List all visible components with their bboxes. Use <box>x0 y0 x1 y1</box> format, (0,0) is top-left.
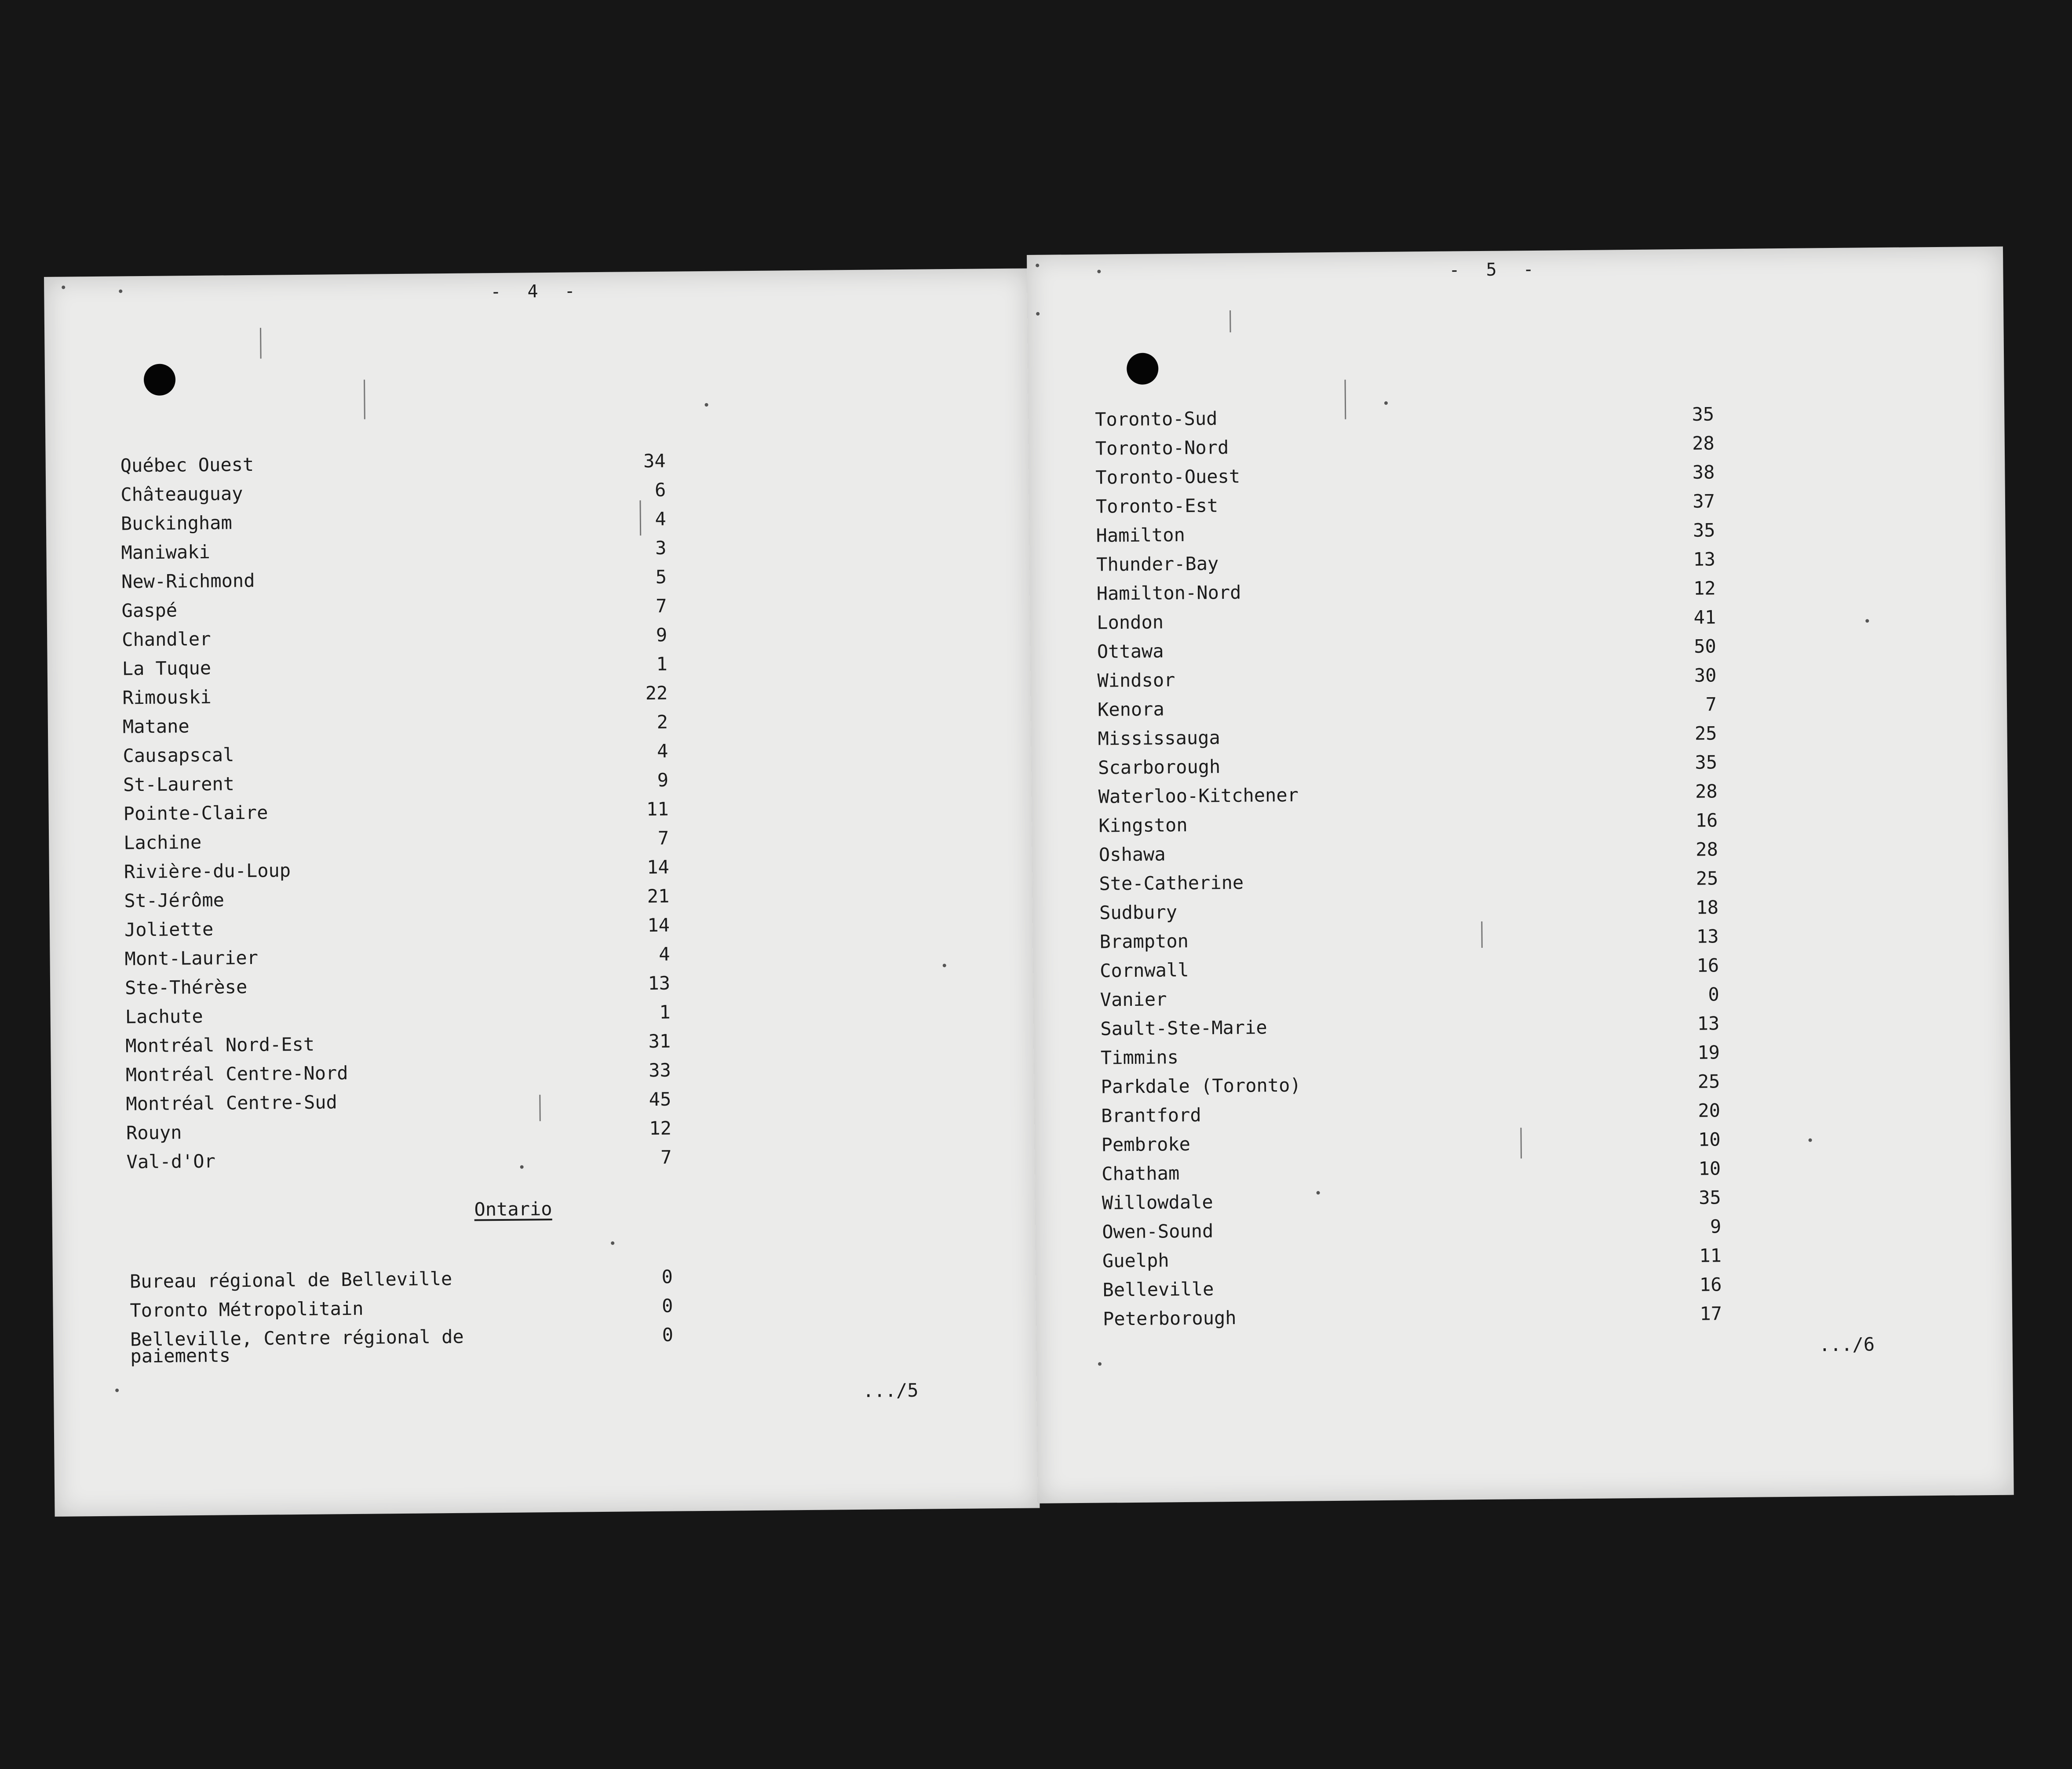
office-name: Rouyn <box>126 1121 182 1144</box>
office-count: 16 <box>1696 954 1719 976</box>
office-count: 12 <box>649 1117 672 1139</box>
office-count: 35 <box>1695 751 1718 773</box>
office-count: 3 <box>655 537 667 559</box>
office-name: Bureau régional de Belleville <box>129 1267 452 1292</box>
office-name: London <box>1097 611 1164 633</box>
office-count: 45 <box>649 1088 671 1110</box>
office-count: 5 <box>655 566 667 588</box>
office-count: 11 <box>646 798 669 820</box>
office-name: Maniwaki <box>121 541 210 564</box>
office-name: Ste-Catherine <box>1099 871 1244 895</box>
office-name: St-Laurent <box>123 773 235 796</box>
office-name: Buckingham <box>120 512 232 535</box>
office-name: Willowdale <box>1102 1191 1213 1214</box>
office-count: 13 <box>648 972 671 994</box>
office-name: Hamilton-Nord <box>1096 581 1241 604</box>
office-count: 13 <box>1693 548 1716 570</box>
document-page-5 <box>1027 247 2014 1503</box>
office-name: Rimouski <box>122 686 212 709</box>
office-name: Waterloo-Kitchener <box>1098 784 1299 808</box>
office-count: 11 <box>1699 1245 1722 1267</box>
office-count: 25 <box>1696 867 1718 889</box>
office-count: 2 <box>657 711 668 733</box>
office-count: 7 <box>657 827 669 849</box>
office-count: 28 <box>1692 432 1715 454</box>
office-name: Rivière-du-Loup <box>124 859 291 883</box>
office-count: 38 <box>1692 461 1715 483</box>
office-name: Ste-Thérèse <box>124 976 248 999</box>
office-count: 0 <box>661 1266 673 1288</box>
office-count: 22 <box>645 682 668 704</box>
scan-speck <box>62 286 65 289</box>
office-count: 25 <box>1697 1070 1720 1092</box>
office-count: 10 <box>1698 1157 1721 1179</box>
office-name: New-Richmond <box>121 569 255 593</box>
office-name: Val-d'Or <box>126 1150 216 1173</box>
office-name: Montréal Centre-Sud <box>126 1091 338 1115</box>
office-name: Belleville, Centre régional de paiements <box>130 1325 464 1367</box>
office-name: Toronto-Ouest <box>1095 465 1240 488</box>
office-count: 7 <box>1705 693 1717 715</box>
office-list-ontario <box>1027 247 2003 1330</box>
office-count: 9 <box>657 769 669 791</box>
list-item <box>53 1294 1038 1321</box>
continuation-marker: .../5 <box>862 1379 919 1401</box>
office-count: 19 <box>1697 1041 1720 1063</box>
office-count: 16 <box>1699 1274 1722 1296</box>
office-count: 37 <box>1693 490 1715 512</box>
office-count: 28 <box>1696 838 1718 860</box>
scan-speck <box>1098 1362 1102 1366</box>
office-name: Lachute <box>125 1005 203 1028</box>
office-count: 30 <box>1694 664 1717 686</box>
office-name: Lachine <box>124 831 202 854</box>
office-name: Ottawa <box>1097 640 1164 662</box>
office-name: Causapscal <box>123 744 234 767</box>
document-page-4 <box>44 268 1040 1516</box>
scan-speck <box>115 1389 119 1392</box>
office-count: 25 <box>1694 722 1717 744</box>
continuation-marker: .../6 <box>1819 1333 1875 1356</box>
office-name: Peterborough <box>1102 1307 1237 1330</box>
office-count: 31 <box>648 1030 671 1052</box>
office-name: Toronto-Sud <box>1095 408 1218 430</box>
office-count: 6 <box>654 479 666 501</box>
office-count: 4 <box>658 943 670 965</box>
office-count: 16 <box>1695 809 1718 831</box>
scan-speck <box>1036 312 1040 316</box>
office-count: 7 <box>660 1146 672 1168</box>
office-name: Mississauga <box>1098 727 1220 750</box>
office-count: 21 <box>647 885 670 907</box>
office-count: 1 <box>656 653 668 675</box>
office-count: 4 <box>657 740 668 762</box>
office-count: 0 <box>662 1324 674 1346</box>
office-count: 9 <box>1710 1216 1722 1238</box>
office-name: Gaspé <box>121 599 178 622</box>
punch-hole <box>1127 353 1159 385</box>
office-name: Mont-Laurier <box>124 946 259 970</box>
office-count: 18 <box>1696 896 1719 918</box>
office-name: Vanier <box>1100 988 1167 1011</box>
office-count: 13 <box>1696 925 1719 947</box>
scan-mark <box>260 328 262 359</box>
office-name: Montréal Nord-Est <box>125 1033 315 1057</box>
office-name: Kingston <box>1098 814 1188 837</box>
office-name: Owen-Sound <box>1102 1220 1214 1243</box>
office-count: 10 <box>1698 1128 1721 1150</box>
office-name: Sault-Ste-Marie <box>1100 1016 1267 1040</box>
office-name: Pembroke <box>1101 1133 1191 1156</box>
page-number: - 5 - <box>1449 259 1542 280</box>
office-name: Châteauguay <box>120 483 243 506</box>
office-name: Brantford <box>1101 1104 1201 1127</box>
page-number: - 4 - <box>490 281 583 302</box>
office-count: 0 <box>1708 983 1719 1005</box>
office-name: Timmins <box>1100 1046 1179 1069</box>
scan-mark <box>364 380 365 419</box>
office-name: Toronto-Nord <box>1095 437 1229 459</box>
scan-speck <box>611 1241 614 1245</box>
scan-speck <box>1036 264 1039 267</box>
office-name: Québec Ouest <box>120 453 254 477</box>
office-count: 41 <box>1693 606 1716 628</box>
office-count: 12 <box>1693 577 1716 599</box>
office-name: Scarborough <box>1098 756 1221 779</box>
office-count: 34 <box>643 450 666 472</box>
office-count: 13 <box>1697 1012 1720 1034</box>
office-name: Matane <box>122 715 190 738</box>
office-count: 4 <box>655 508 667 530</box>
scan-speck <box>1097 270 1101 273</box>
office-list-quebec <box>44 268 1029 1173</box>
office-name: Guelph <box>1102 1249 1169 1272</box>
office-count: 7 <box>656 595 667 617</box>
office-name: Thunder-Bay <box>1096 553 1219 575</box>
office-count: 0 <box>661 1295 673 1317</box>
office-name: Parkdale (Toronto) <box>1101 1074 1301 1098</box>
office-name: Sudbury <box>1099 901 1178 924</box>
office-name: Toronto-Est <box>1095 495 1218 517</box>
office-name: Chandler <box>121 628 211 651</box>
office-count: 20 <box>1698 1099 1721 1121</box>
scan-mark <box>1229 310 1231 332</box>
scan-speck <box>705 403 708 407</box>
office-name: Oshawa <box>1098 843 1166 866</box>
office-name: Kenora <box>1097 698 1164 721</box>
office-name: Joliette <box>124 918 214 941</box>
office-count: 33 <box>649 1059 671 1081</box>
office-name: Cornwall <box>1100 959 1189 982</box>
office-count: 28 <box>1695 780 1718 802</box>
office-count: 14 <box>647 914 670 936</box>
office-name: La Tuque <box>122 657 212 680</box>
office-name: Windsor <box>1097 669 1175 692</box>
punch-hole <box>144 364 176 396</box>
office-name: Toronto Métropolitain <box>130 1297 364 1321</box>
office-count: 14 <box>646 856 669 878</box>
list-item <box>53 1323 1038 1367</box>
office-count: 9 <box>656 624 668 646</box>
office-count: 17 <box>1700 1303 1722 1325</box>
office-name: Montréal Centre-Nord <box>125 1062 348 1086</box>
office-name: St-Jérôme <box>124 889 225 912</box>
office-count: 1 <box>659 1001 671 1023</box>
office-name: Hamilton <box>1096 524 1186 546</box>
office-count: 50 <box>1694 635 1717 657</box>
office-name: Chatham <box>1102 1162 1180 1185</box>
office-name: Brampton <box>1099 930 1189 953</box>
scan-speck <box>119 289 122 293</box>
section-heading-ontario: Ontario <box>474 1198 552 1220</box>
office-count: 35 <box>1692 403 1715 425</box>
office-name: Pointe-Claire <box>123 801 268 825</box>
office-name: Belleville <box>1102 1278 1214 1301</box>
office-count: 35 <box>1693 519 1715 541</box>
office-count: 35 <box>1698 1187 1721 1208</box>
list-item <box>53 1265 1038 1292</box>
